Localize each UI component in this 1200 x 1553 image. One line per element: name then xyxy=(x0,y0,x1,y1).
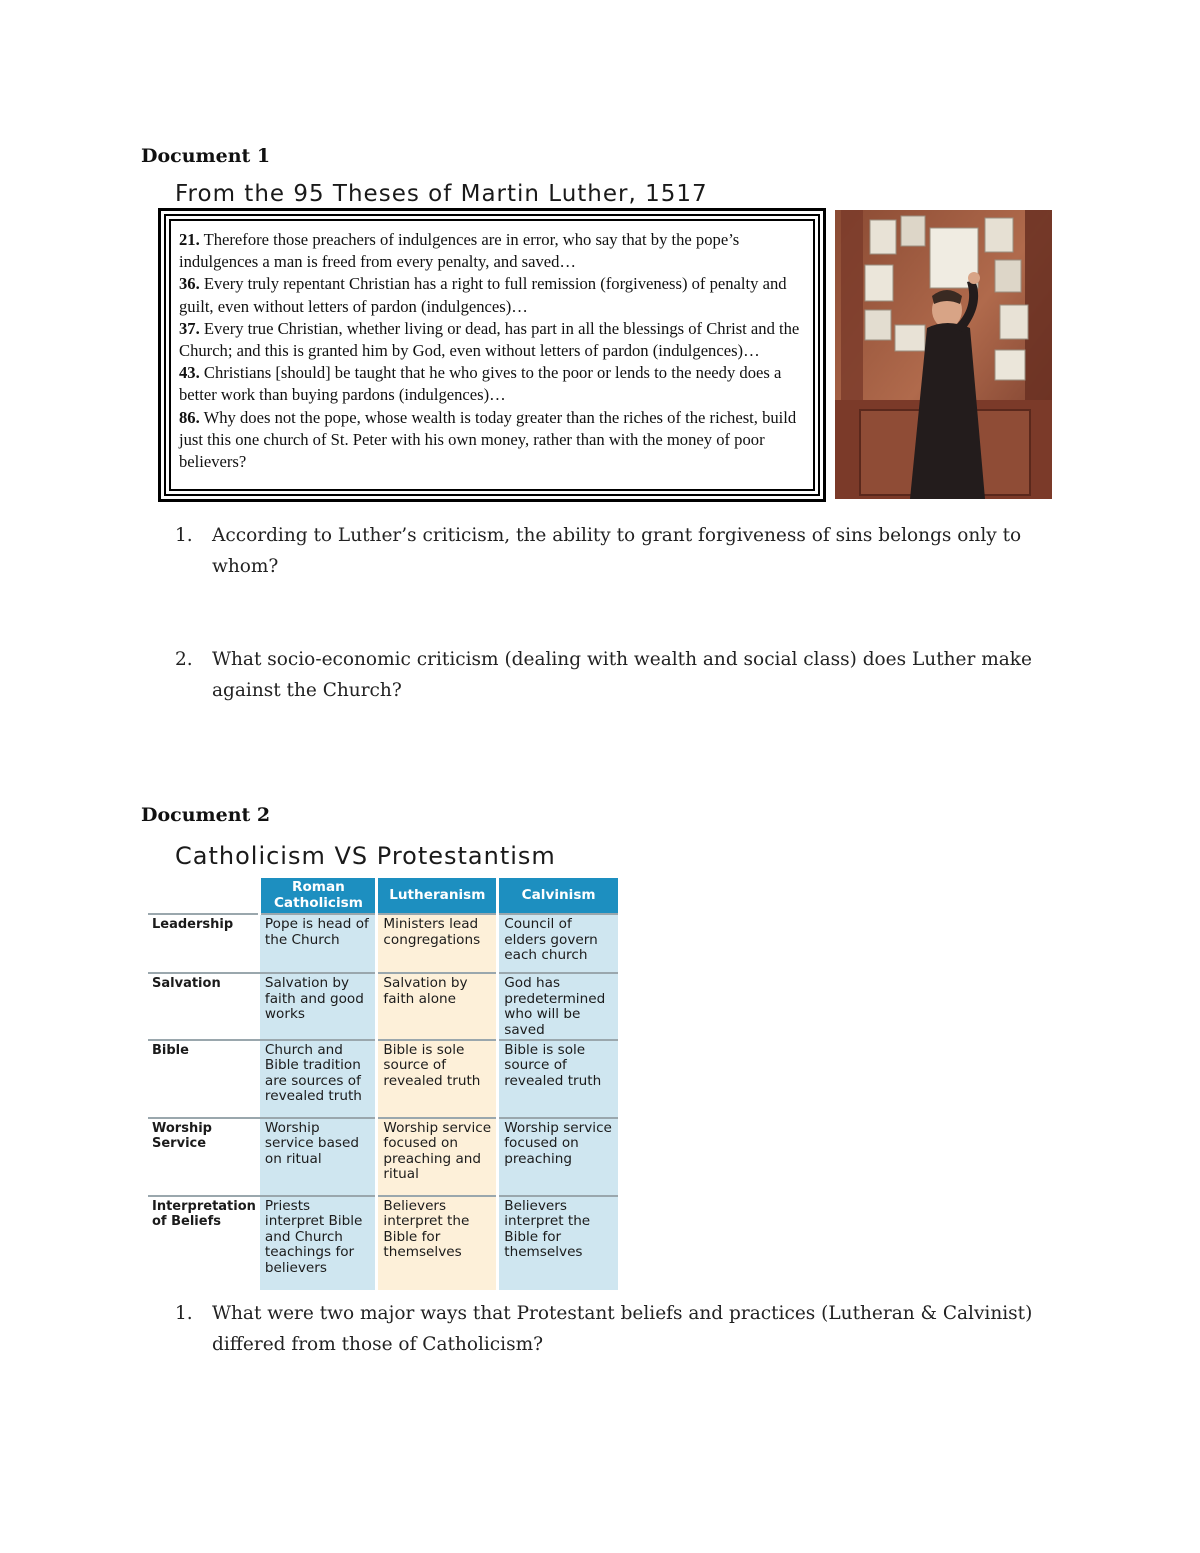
table-row xyxy=(148,1118,618,1196)
row-label: Bible xyxy=(148,1040,260,1118)
table-cell: Pope is head of the Church xyxy=(260,914,377,973)
table-cell: Church and Bible tradition are sources of revealed truth xyxy=(260,1040,377,1118)
table-cell: Priests interpret Bible and Church teachings for believers xyxy=(260,1196,377,1290)
column-header-calvinism: Calvinism xyxy=(498,878,618,914)
table-cell: Worship service focused on preaching and ritual xyxy=(377,1118,498,1196)
table-row xyxy=(148,914,618,973)
row-label: Leadership xyxy=(148,914,260,973)
thesis-36: 36. Every truly repentant Christian has a right to full remission (forgiveness) of penalty and guilt, even without letters of pardon (indulgences)… xyxy=(179,274,787,316)
table-row xyxy=(148,1040,618,1118)
document-1-heading: Document 1 xyxy=(141,145,271,167)
thesis-43: 43. Christians [should] be taught that he who gives to the poor or lends to the needy does a better work than buying pardons (indulgences)… xyxy=(179,363,782,405)
thesis-21: 21. Therefore those preachers of indulgences are in error, who say that by the pope’s indulgences a man is freed from every penalty, and saved… xyxy=(179,230,740,272)
thesis-37: 37. Every true Christian, whether living or dead, has part in all the blessings of Christ and the Church; and this is granted him by God, even without letters of pardon (indulgences)… xyxy=(179,318,800,361)
row-label: Worship Service xyxy=(148,1118,260,1196)
column-header-catholicism: Roman Catholicism xyxy=(260,878,377,914)
table-cell: Bible is sole source of revealed truth xyxy=(498,1040,618,1118)
luther-painting-image xyxy=(835,210,1052,499)
table-cell: Worship service based on ritual xyxy=(260,1118,377,1196)
document-2-heading: Document 2 xyxy=(141,804,271,826)
table-cell: Salvation by faith alone xyxy=(377,973,498,1039)
doc2-question-1: 1. What were two major ways that Protestant beliefs and practices (Lutheran & Calvinist) differed from those of Catholicism? xyxy=(175,1303,1033,1355)
table-cell: Salvation by faith and good works xyxy=(260,973,377,1039)
table-cell: Worship service focused on preaching xyxy=(498,1118,618,1196)
column-header-lutheranism: Lutheranism xyxy=(377,878,498,914)
table-cell: Ministers lead congregations xyxy=(377,914,498,973)
table-cell: God has predetermined who will be saved xyxy=(498,973,618,1039)
comparison-table xyxy=(148,878,618,1290)
thesis-86: 86. Why does not the pope, whose wealth is today greater than the riches of the richest, build just this one church of St. Peter with his own money, rather than with the money of poor believers? xyxy=(179,407,797,472)
row-label: Salvation xyxy=(148,973,260,1039)
table-cell: Council of elders govern each church xyxy=(498,914,618,973)
row-label: Interpretation of Beliefs xyxy=(148,1196,260,1290)
theses-image-title: From the 95 Theses of Martin Luther, 1517 xyxy=(175,181,708,207)
table-cell: Bible is sole source of revealed truth xyxy=(377,1040,498,1118)
table-row xyxy=(148,973,618,1039)
doc1-question-1: 1. According to Luther’s criticism, the ability to grant forgiveness of sins belongs only to whom? xyxy=(175,525,1022,577)
comparison-image-title: Catholicism VS Protestantism xyxy=(175,842,556,870)
table-row xyxy=(148,1196,618,1290)
theses-box xyxy=(158,208,826,502)
table-cell: Believers interpret the Bible for themselves xyxy=(377,1196,498,1290)
doc1-question-2: 2. What socio-economic criticism (dealing with wealth and social class) does Luther make against the Church? xyxy=(175,649,1032,701)
table-cell: Believers interpret the Bible for themselves xyxy=(498,1196,618,1290)
table-corner xyxy=(148,878,260,914)
